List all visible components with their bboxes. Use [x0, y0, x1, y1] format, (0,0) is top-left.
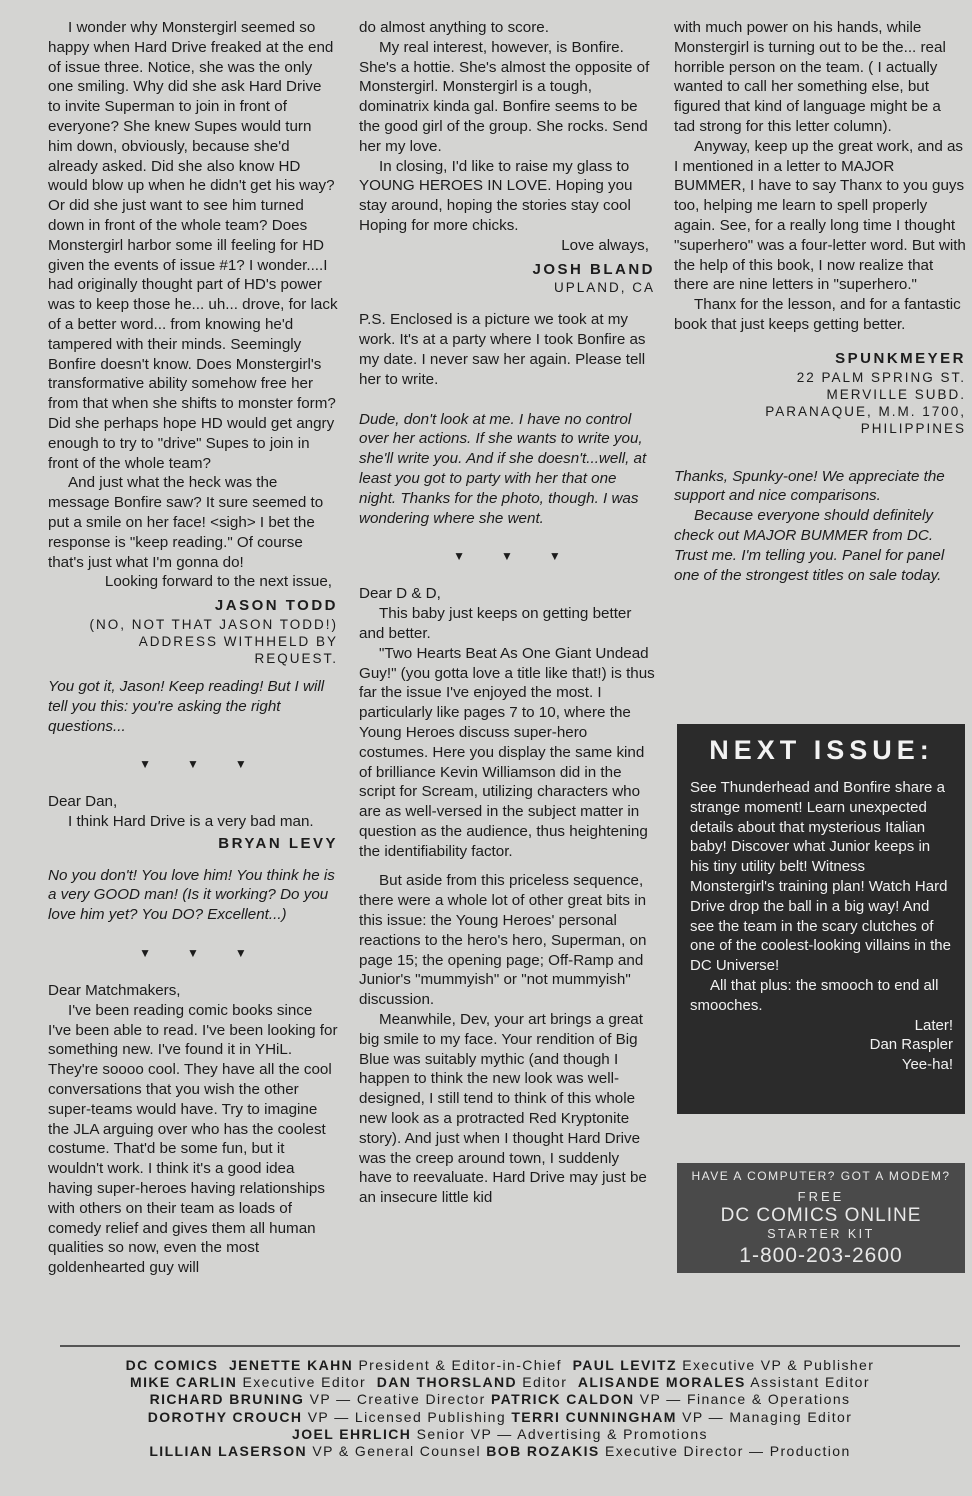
credit-role: Assistant Editor	[750, 1374, 870, 1391]
staff-credits	[40, 1357, 960, 1460]
credits-line	[40, 1409, 960, 1426]
credit-name: DAN THORSLAND	[376, 1374, 517, 1391]
next-issue-extra: All that plus: the smooch to end all smooches.	[690, 976, 939, 1014]
letter-paragraph: And just what the heck was the message Bonfire saw? It sure seemed to put a smile on her face! <sigh> I bet the response is "keep reading." Of course that's just what I'm gonna do!	[48, 474, 324, 571]
column-1	[48, 18, 338, 1278]
letter-paragraph: This baby just keeps on getting better and better.	[359, 605, 632, 642]
credit-role: Executive Editor	[242, 1374, 367, 1391]
next-issue-sign: Later!	[914, 1016, 953, 1034]
letter-salutation: Dear Dan,	[48, 793, 118, 811]
ad-subtitle: STARTER KIT	[767, 1227, 875, 1241]
credits-line	[40, 1357, 960, 1374]
editor-reply: Because everyone should definitely check out MAJOR BUMMER from DC. Trust me. I'm telling you. Panel for panel one of the strongest titles on sale today.	[674, 507, 945, 584]
ad-title: DC COMICS ONLINE	[720, 1205, 922, 1226]
next-issue-body: See Thunderhead and Bonfire share a strange moment! Learn unexpected details about that mysterious Italian baby! Discover what Junior keeps in his tiny utility belt! Witness Monstergirl's training plan! Watch Hard Drive drop the ball in a big way! And see the team in the scary clutches of one of the coolest-looking villains in the DC Universe!	[690, 779, 951, 975]
letter-address: (NO, NOT THAT JASON TODD!)	[89, 616, 338, 632]
letter-salutation: Dear Matchmakers,	[48, 982, 181, 1000]
letter-paragraph: In closing, I'd like to raise my glass to YOUNG HEROES IN LOVE. Hoping you stay around, hoping the stories stay cool Hoping for more chicks.	[359, 157, 633, 234]
editor-reply: Thanks, Spunky-one! We appreciate the support and nice comparisons.	[674, 467, 945, 505]
credit-role: VP & General Counsel	[312, 1443, 481, 1460]
separator-triangles: ▼▼▼	[139, 757, 283, 772]
separator-triangles: ▼▼▼	[453, 549, 597, 564]
letter-address: MERVILLE SUBD.	[826, 386, 966, 402]
credits-line	[40, 1426, 960, 1443]
credit-role: VP — Managing Editor	[682, 1408, 853, 1425]
next-issue-sign: Yee-ha!	[901, 1056, 953, 1074]
credit-name: RICHARD BRUNING	[149, 1391, 305, 1408]
credit-name: MIKE CARLIN	[130, 1374, 238, 1391]
credit-name: TERRI CUNNINGHAM	[511, 1408, 677, 1425]
ad-phone: 1-800-203-2600	[739, 1244, 903, 1267]
editor-reply: Dude, don't look at me. I have no control over her actions. If she wants to write you, she'll write you. And if she doesn't...well, at least you got to party with her that one night. Thanks for the photo, though. I was wondering where she went.	[359, 410, 647, 527]
credit-name: JENETTE KAHN	[228, 1357, 354, 1373]
credit-role: VP — Creative Director	[309, 1391, 486, 1408]
letter-signature: BRYAN LEVY	[218, 834, 338, 852]
divider-rule	[60, 1345, 960, 1347]
credit-name: DC COMICS	[125, 1357, 219, 1373]
letter-paragraph: "Two Hearts Beat As One Giant Undead Guy!" (you gotta love a title like that!) is thus far the issue I've enjoyed the most. I particularly like pages 7 to 10, where the Young Heroes discuss super-hero costumes. Here you display the same kind of brilliance Kevin Williamson did in the script for Scream, utilizing characters who are as well-versed in the subject matter in question as the audience, thus heightening the identifiability factor.	[359, 644, 655, 860]
credit-role: Executive VP & Publisher	[682, 1357, 875, 1373]
credits-line	[40, 1391, 960, 1408]
credit-name: JOEL EHRLICH	[292, 1425, 412, 1442]
credit-role: VP — Licensed Publishing	[307, 1408, 507, 1425]
letter-paragraph: Thanx for the lesson, and for a fantastic book that just keeps getting better.	[674, 296, 961, 333]
letter-address: 22 PALM SPRING ST.	[796, 369, 966, 385]
letter-closing: Looking forward to the next issue,	[104, 573, 332, 591]
credit-role: VP — Finance & Operations	[639, 1391, 851, 1408]
dc-online-ad	[677, 1163, 965, 1273]
credit-role: Editor	[522, 1374, 568, 1391]
ad-free: FREE	[797, 1189, 845, 1204]
letter-signature: JOSH BLAND	[532, 260, 655, 278]
letter-paragraph: do almost anything to score.	[359, 19, 549, 36]
ad-tagline: HAVE A COMPUTER? GOT A MODEM?	[691, 1169, 951, 1183]
credit-name: DOROTHY CROUCH	[147, 1408, 303, 1425]
credit-name: ALISANDE MORALES	[577, 1374, 746, 1391]
credit-name: BOB ROZAKIS	[486, 1443, 600, 1460]
credit-name: PAUL LEVITZ	[572, 1357, 677, 1373]
letter-paragraph: But aside from this priceless sequence, there were a whole lot of other great bits in this issue: the Young Heroes' personal reactions to the hero's hero, Superman, on page 15; the opening page; Off-Ramp and Junior's "mummyish" or "not mummyish" discussion.	[359, 872, 647, 1009]
separator-triangles: ▼▼▼	[139, 946, 283, 961]
credits-line	[40, 1374, 960, 1391]
editor-reply: You got it, Jason! Keep reading! But I will tell you this: you're asking the right questions...	[48, 677, 325, 735]
column-3	[674, 18, 966, 585]
column-2	[359, 18, 655, 1208]
next-issue-sign: Dan Raspler	[869, 1036, 953, 1054]
next-issue-box	[677, 724, 965, 1114]
letter-paragraph: I've been reading comic books since I've been able to read. I've been looking for something new. I've found it in YHiL. They're soooo cool. They have all the cool conversations that you wish the other super-teams would have. Try to imagine the JLA arguing over who has the coolest costume. That'd be some fun, but it wouldn't work. I think it's a good idea having super-heroes having relationships with others on their team as loads of comedy relief and gives them all human qualities so now, even the most goldenhearted guy will	[48, 1001, 338, 1277]
credit-role: President & Editor-in-Chief	[358, 1357, 562, 1373]
letter-paragraph: Meanwhile, Dev, your art brings a great big smile to my face. Your rendition of Big Blue was suitably mythic (and though I happen to think the new look was well-designed, I still tend to think of this whole new look as a protracted Red Kryptonite story). And just when I thought Hard Drive was the creep around town, I suddenly have to reevaluate. Hard Drive may just be an insecure little kid	[359, 1011, 647, 1207]
credit-role: Executive Director — Production	[604, 1443, 851, 1460]
letter-salutation: Dear D & D,	[359, 585, 441, 603]
letter-paragraph: I wonder why Monstergirl seemed so happy when Hard Drive freaked at the end of issue three. Notice, she was the only one smiling. Why did she ask Hard Drive to invite Superman to join in front of everyone? She knew Supes would turn him down, obviously, because she'd already asked. Did she also know HD would blow up when he didn't get his way? Or did she just want to see him turned down in front of the whole team? Does Monstergirl harbor some ill feeling for HD given the events of issue #1? I wonder....I had originally thought part of HD's power was to keep those he... uh... drove, for lack of a better word... from knowing he'd tampered with their minds. Seemingly Bonfire doesn't know. Does Monstergirl's transformative ability somehow free her from that when she shifts to monster form? Did she perhaps hope HD would get angry enough to try to "drive" Supes to join in front of the whole team?	[48, 19, 338, 472]
letter-paragraph: My real interest, however, is Bonfire. She's a hottie. She's almost the opposite of Monstergirl. Monstergirl is a tough, dominatrix kinda gal. Bonfire seems to be the good girl of the group. She rocks. Send her my love.	[359, 38, 650, 155]
letter-address: REQUEST.	[254, 650, 338, 666]
next-issue-heading: NEXT ISSUE:	[709, 735, 934, 765]
letter-postscript: P.S. Enclosed is a picture we took at my work. It's at a party where I took Bonfire as my date. I never saw her again. Please tell her to write.	[359, 311, 646, 388]
credits-line	[40, 1443, 960, 1460]
letter-address: ADDRESS WITHHELD BY	[138, 633, 338, 649]
letter-paragraph: with much power on his hands, while Monstergirl is turning out to be the... real horrible person on the team. ( I actually wanted to call her something else, but figured that kind of language might be a tad strong for this letter column).	[674, 19, 946, 135]
credit-role: Senior VP — Advertising & Promotions	[416, 1425, 708, 1442]
letter-closing: Love always,	[561, 236, 649, 254]
letter-signature: JASON TODD	[214, 597, 338, 615]
credit-name: LILLIAN LASERSON	[149, 1443, 308, 1460]
letter-address: PHILIPPINES	[860, 420, 966, 436]
editor-reply: No you don't! You love him! You think he is a very GOOD man! (Is it working? Do you love him yet? You DO? Excellent...)	[48, 866, 335, 924]
letter-paragraph: I think Hard Drive is a very bad man.	[68, 813, 314, 831]
letter-signature: SPUNKMEYER	[835, 349, 966, 367]
letter-paragraph: Anyway, keep up the great work, and as I mentioned in a letter to MAJOR BUMMER, I have to say Thanx to you guys too, helping me learn to spell properly again. See, for a really long time I thought "superhero" was a four-letter word. But with the help of this book, I now realize that there are nine letters in "superhero."	[674, 137, 966, 294]
letter-address: UPLAND, CA	[553, 280, 655, 296]
letter-address: PARANAQUE, M.M. 1700,	[765, 403, 966, 419]
credit-name: PATRICK CALDON	[490, 1391, 635, 1408]
